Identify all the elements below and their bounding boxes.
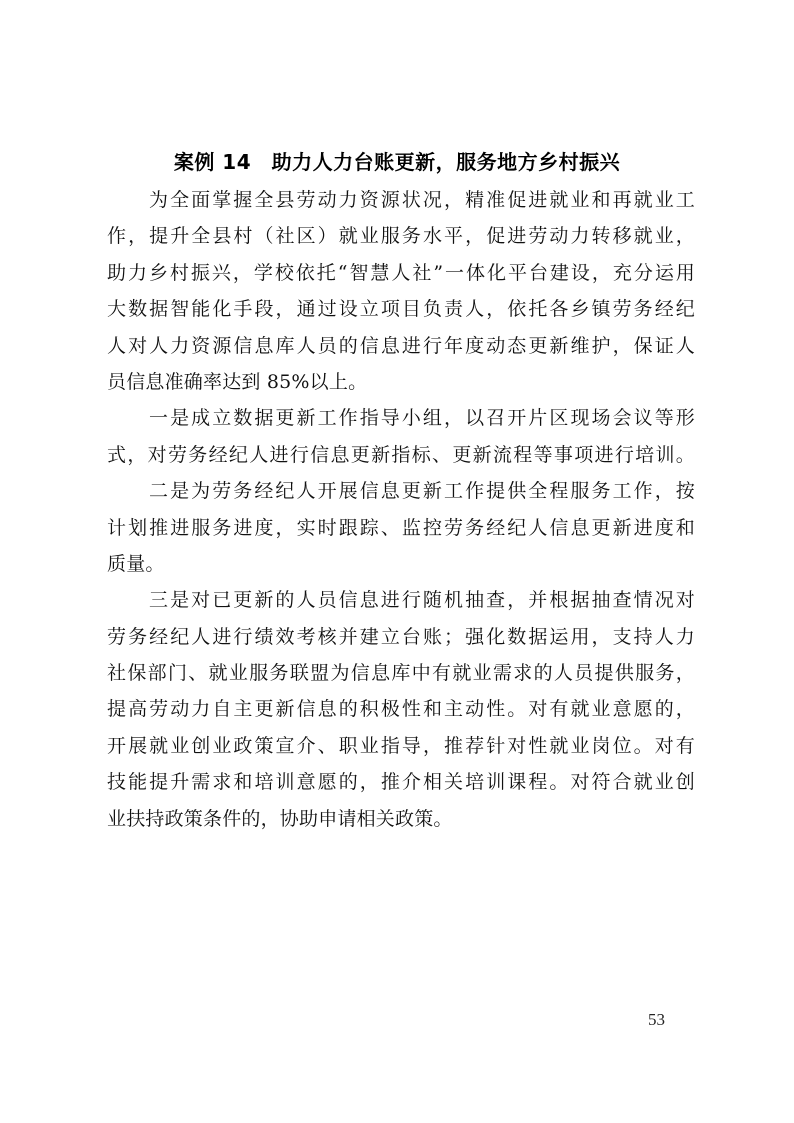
text-line: 一是成立数据更新工作指导小组，以召开片区现场会议等形	[149, 407, 695, 430]
text-line: 作，提升全县村（社区）就业服务水平，促进劳动力转移就业，	[107, 225, 695, 248]
text-line: 式，对劳务经纪人进行信息更新指标、更新流程等事项进行培训。	[107, 443, 695, 466]
text-line: 员信息准确率达到 85%以上。	[107, 370, 368, 393]
text-line: 质量。	[107, 552, 165, 575]
text-line: 业扶持政策条件的，协助申请相关政策。	[107, 807, 453, 830]
paragraph-first-measure	[107, 400, 695, 473]
page-number: 53	[648, 1010, 665, 1029]
text-line: 开展就业创业政策宣介、职业指导，推荐针对性就业岗位。对有	[107, 734, 695, 757]
text-line: 三是对已更新的人员信息进行随机抽查，并根据抽查情况对	[149, 589, 695, 612]
text-line: 技能提升需求和培训意愿的，推介相关培训课程。对符合就业创	[107, 771, 695, 794]
text-line: 提高劳动力自主更新信息的积极性和主动性。对有就业意愿的，	[107, 698, 695, 721]
paragraph-intro	[107, 182, 695, 400]
text-line: 二是为劳务经纪人开展信息更新工作提供全程服务工作，按	[149, 480, 695, 503]
text-line: 劳务经纪人进行绩效考核并建立台账；强化数据运用，支持人力	[107, 625, 695, 648]
case-title: 案例 14 助力人力台账更新，服务地方乡村振兴	[173, 150, 621, 174]
text-line: 人对人力资源信息库人员的信息进行年度动态更新维护，保证人	[107, 334, 695, 357]
text-line: 助力乡村振兴，学校依托“智慧人社”一体化平台建设，充分运用	[107, 261, 695, 284]
paragraph-third-measure	[107, 582, 695, 837]
document-body	[107, 182, 695, 837]
text-line: 为全面掌握全县劳动力资源状况，精准促进就业和再就业工	[149, 189, 695, 211]
paragraph-second-measure	[107, 473, 695, 582]
text-line: 社保部门、就业服务联盟为信息库中有就业需求的人员提供服务，	[107, 662, 695, 685]
text-line: 计划推进服务进度，实时跟踪、监控劳务经纪人信息更新进度和	[107, 516, 695, 539]
text-line: 大数据智能化手段，通过设立项目负责人，依托各乡镇劳务经纪	[107, 298, 695, 321]
